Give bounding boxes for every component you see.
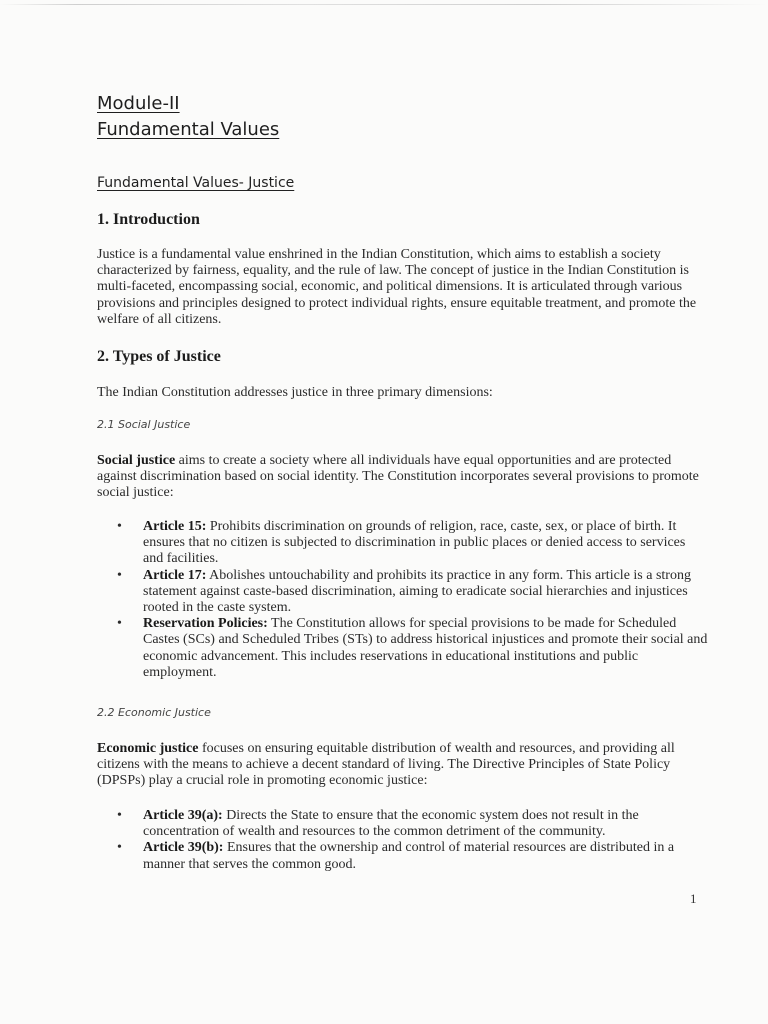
list-item-text: The Constitution allows for special provisions to be made for Scheduled Castes (SCs) and Scheduled Tribes (STs) to address historical injustices and promote their social and economic advancement. This includes reservations in educational institutions and public employment. <box>143 616 708 680</box>
page-number: 1 <box>690 891 697 906</box>
list-item-term: Article 39(b): <box>143 840 224 856</box>
economic-justice-term: Economic justice <box>97 741 199 756</box>
economic-justice-list <box>97 808 709 873</box>
bullet-icon: • <box>117 567 122 583</box>
bullet-icon: • <box>117 616 122 632</box>
social-justice-text: aims to create a society where all individuals have equal opportunities and are protected against discrimination based on social identity. The Constitution incorporates several provisions to promote social justice: <box>97 453 699 501</box>
list-item <box>97 568 709 617</box>
list-item <box>97 840 709 872</box>
module-title <box>97 91 279 143</box>
list-item-term: Article 39(a): <box>143 808 223 823</box>
module-number: Module-II <box>97 93 180 114</box>
list-item <box>97 616 709 681</box>
section-heading-introduction: 1. Introduction <box>97 211 200 228</box>
module-name: Fundamental Values <box>97 119 280 140</box>
economic-justice-paragraph <box>97 741 709 790</box>
social-justice-term: Social justice <box>97 453 176 468</box>
bullet-icon: • <box>117 808 122 823</box>
economic-justice-text: focuses on ensuring equitable distribution of wealth and resources, and providing all citizens with the means to achieve a decent standard of living. The Directive Principles of State Policy (DPSPs) play a crucial role in promoting economic justice: <box>97 741 675 789</box>
social-justice-paragraph <box>97 453 709 502</box>
list-item-text: Ensures that the ownership and control of material resources are distributed in a manner that serves the common good. <box>143 840 675 872</box>
list-item-term: Article 17: <box>143 567 207 583</box>
page-subtitle: Fundamental Values- Justice <box>97 175 295 191</box>
types-intro-paragraph: The Indian Constitution addresses justice in three primary dimensions: <box>97 385 493 400</box>
list-item-text: Abolishes untouchability and prohibits its practice in any form. This article is a strong statement against caste-based discrimination, aiming to eradicate social hierarchies and injustices rooted in the caste system. <box>143 567 691 616</box>
list-item <box>97 519 709 568</box>
scan-edge-line <box>0 4 768 5</box>
bullet-icon: • <box>117 519 122 534</box>
subheading-social-justice: 2.1 Social Justice <box>97 418 191 431</box>
social-justice-list <box>97 519 709 681</box>
subheading-economic-justice: 2.2 Economic Justice <box>97 706 211 719</box>
introduction-paragraph: Justice is a fundamental value enshrined in the Indian Constitution, which aims to establish a society characterized by fairness, equality, and the rule of law. The concept of justice in the Indian Constitution is multi-faceted, encompassing social, economic, and political dimensions. It is articulated through various provisions and principles designed to protect individual rights, ensure equitable treatment, and promote the welfare of all citizens. <box>97 247 697 327</box>
list-item <box>97 808 709 840</box>
list-item-term: Reservation Policies: <box>143 616 268 632</box>
section-heading-types: 2. Types of Justice <box>97 348 221 365</box>
list-item-text: Directs the State to ensure that the economic system does not result in the concentration of wealth and resources to the common detriment of the community. <box>143 808 639 840</box>
list-item-text: Prohibits discrimination on grounds of religion, race, caste, sex, or place of birth. It ensures that no citizen is subjected to discrimination in public places or denied access to services and facilities. <box>143 519 686 567</box>
list-item-term: Article 15: <box>143 519 207 534</box>
bullet-icon: • <box>117 840 122 856</box>
